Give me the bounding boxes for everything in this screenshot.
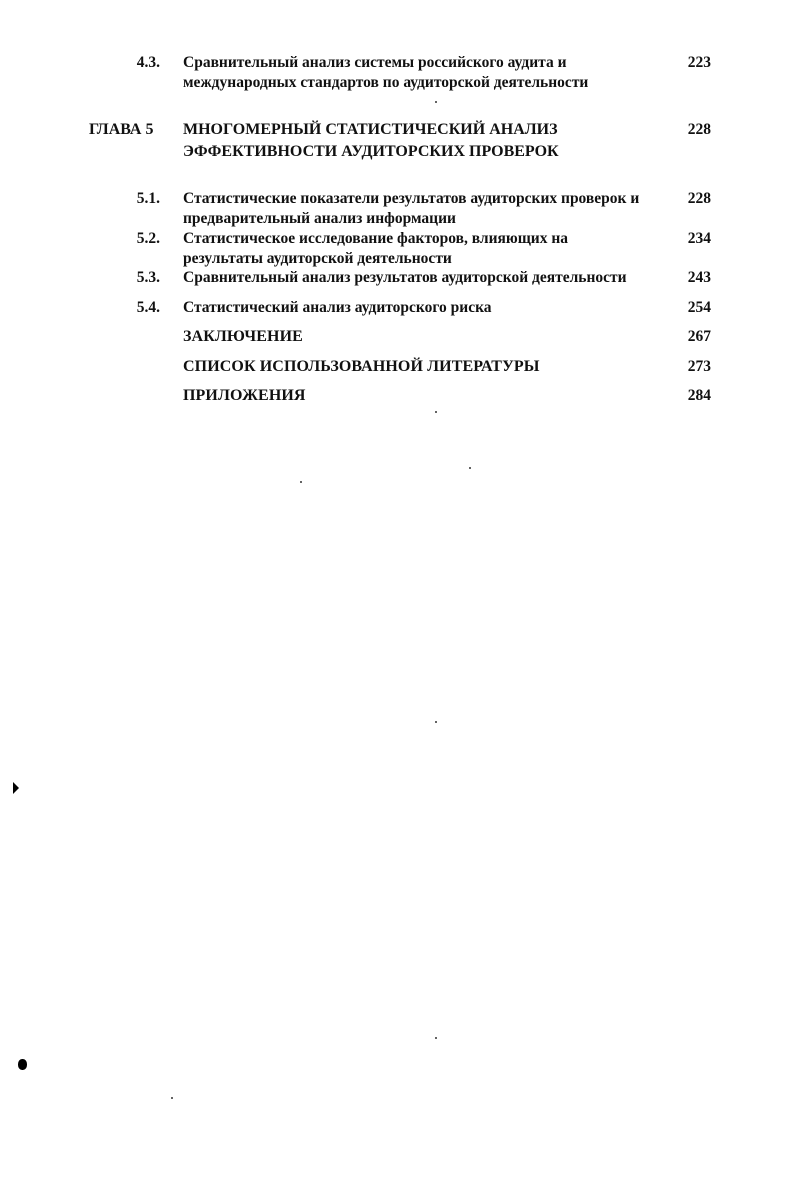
toc-section-page: 284 [687, 387, 711, 404]
scan-speck [435, 1037, 437, 1039]
scan-speck [300, 481, 302, 483]
toc-section-title: ЗАКЛЮЧЕНИЕ [183, 328, 303, 345]
toc-entry-number: 4.3. [136, 54, 160, 71]
toc-chapter-title: МНОГОМЕРНЫЙ СТАТИСТИЧЕСКИЙ АНАЛИЗ ЭФФЕКТИВНОСТИ АУДИТОРСКИХ ПРОВЕРОК [183, 121, 559, 160]
toc-entry-title: Статистический анализ аудиторского риска [183, 299, 492, 316]
toc-chapter-page: 228 [687, 121, 711, 138]
toc-entry-title: Статистическое исследование факторов, влияющих на результаты аудиторской деятельности [183, 230, 569, 267]
scan-speck [435, 101, 437, 103]
toc-entry-number: 5.4. [136, 299, 160, 316]
toc-entry-number: 5.3. [136, 269, 160, 286]
scan-mark [18, 1059, 27, 1070]
toc-section-title: ПРИЛОЖЕНИЯ [183, 387, 306, 404]
toc-section-page: 267 [687, 328, 711, 345]
toc-chapter-number: ГЛАВА 5 [89, 121, 154, 138]
toc-entry-page: 223 [687, 54, 711, 71]
scan-mark [13, 782, 19, 794]
scan-speck [435, 411, 437, 413]
toc-entry-page: 254 [687, 299, 711, 316]
scan-speck [435, 721, 437, 723]
scan-speck [469, 467, 471, 469]
toc-entry-page: 243 [687, 269, 711, 286]
toc-entry-title: Сравнительный анализ системы российского аудита и международных стандартов по аудиторской деятельности [183, 54, 589, 91]
toc-entry-number: 5.1. [136, 190, 160, 207]
toc-entry-page: 228 [687, 190, 711, 207]
toc-entry-page: 234 [687, 230, 711, 247]
toc-section-page: 273 [687, 358, 711, 375]
scan-speck [171, 1097, 173, 1099]
toc-entry-number: 5.2. [136, 230, 160, 247]
toc-section-title: СПИСОК ИСПОЛЬЗОВАННОЙ ЛИТЕРАТУРЫ [183, 358, 540, 375]
toc-entry-title: Статистические показатели результатов аудиторских проверок и предварительный анализ информации [183, 190, 640, 227]
toc-entry-title: Сравнительный анализ результатов аудиторской деятельности [183, 269, 627, 286]
